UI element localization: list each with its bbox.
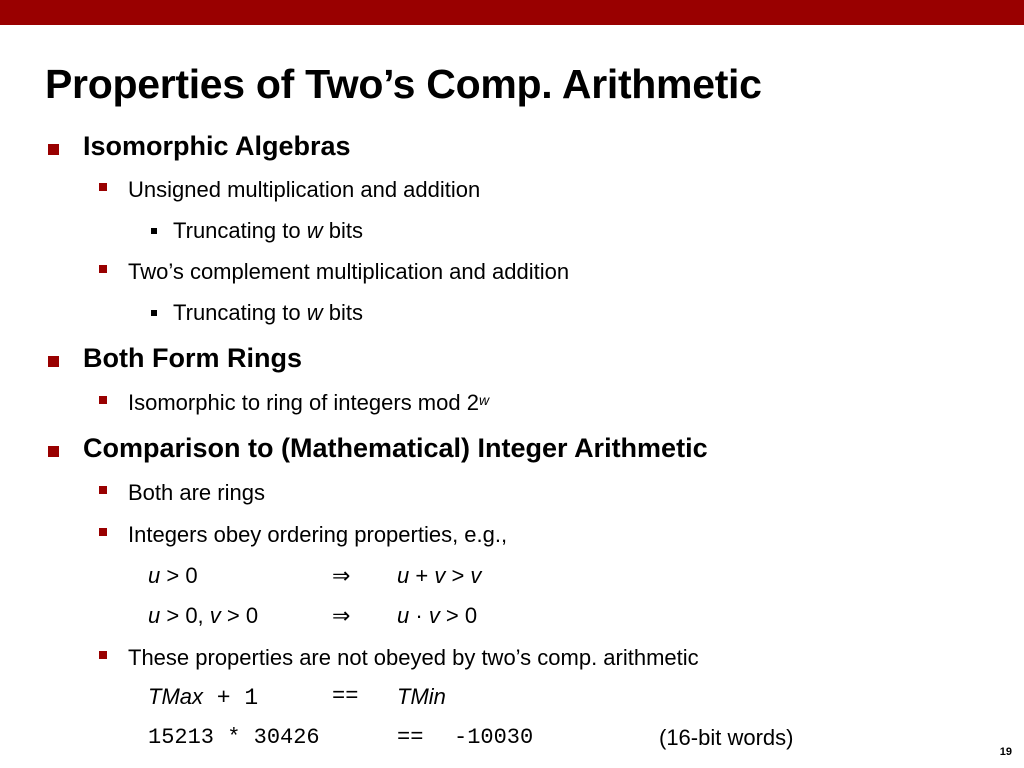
item-ordering-properties: Integers obey ordering properties, e.g., [128, 522, 508, 547]
bullet-square-icon [48, 144, 59, 155]
top-accent-bar [0, 0, 1024, 25]
section-heading-rings: Both Form Rings [83, 343, 302, 373]
bullet-square-icon [48, 446, 59, 457]
bullet-square-icon [151, 228, 157, 234]
sub-item-truncating-2: Truncating to w bits [173, 300, 363, 325]
example-1-equals: == [332, 684, 359, 709]
example-2-expression: 15213 * 30426 [148, 725, 320, 750]
example-1-rhs: TMin [397, 684, 446, 709]
bullet-square-icon [99, 486, 107, 494]
item-both-rings: Both are rings [128, 480, 265, 505]
sub-item-truncating-1: Truncating to w bits [173, 218, 363, 243]
bullet-square-icon [99, 265, 107, 273]
bullet-square-icon [48, 356, 59, 367]
ordering-row-2-lhs: u > 0, v > 0 [148, 603, 259, 628]
bullet-square-icon [99, 183, 107, 191]
section-heading-isomorphic: Isomorphic Algebras [83, 131, 351, 161]
section-heading-comparison: Comparison to (Mathematical) Integer Arithmetic [83, 433, 708, 463]
ordering-row-2-rhs: u · v > 0 [397, 603, 478, 628]
bullet-square-icon [99, 528, 107, 536]
implies-arrow-icon: ⇒ [332, 563, 351, 588]
item-isomorphic-ring: Isomorphic to ring of integers mod 2$^w$ [128, 390, 490, 415]
item-twos-complement: Two’s complement multiplication and addition [128, 259, 570, 284]
implies-arrow-icon: ⇒ [332, 603, 351, 628]
ordering-row-1-rhs: u + v > v [397, 563, 482, 588]
bullet-square-icon [151, 310, 157, 316]
example-1-lhs: TMax + 1 [148, 684, 259, 711]
slide-title: Properties of Two’s Comp. Arithmetic [45, 61, 762, 107]
bullet-square-icon [99, 396, 107, 404]
example-2-result: -10030 [454, 725, 534, 750]
item-unsigned: Unsigned multiplication and addition [128, 177, 481, 202]
example-2-equals: == [397, 725, 424, 750]
page-number: 19 [999, 746, 1012, 758]
ordering-row-1-lhs: u > 0 [148, 563, 198, 588]
example-2-note: (16-bit words) [659, 725, 794, 750]
bullet-square-icon [99, 651, 107, 659]
item-not-obeyed: These properties are not obeyed by two’s comp. arithmetic [128, 645, 699, 670]
